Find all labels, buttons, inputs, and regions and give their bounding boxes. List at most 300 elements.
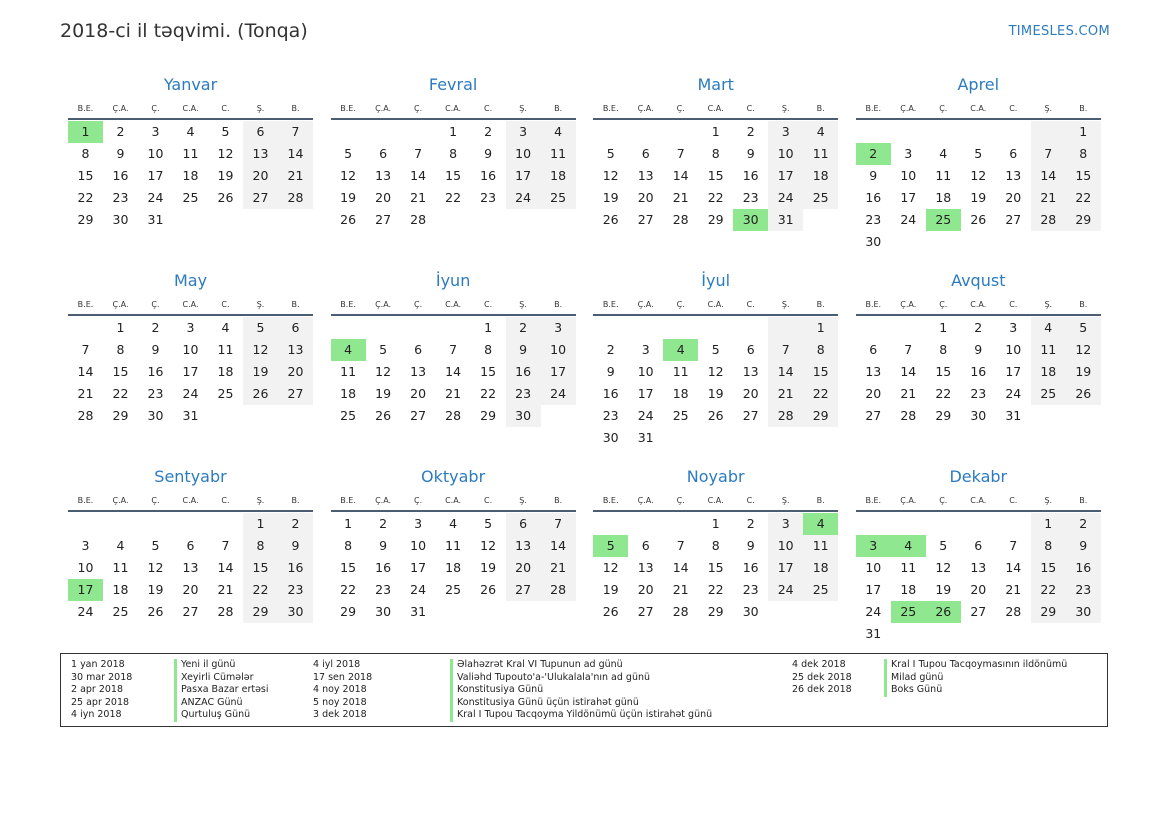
- day-cell: 8: [939, 342, 948, 357]
- day-cell: 3: [414, 516, 423, 531]
- day-cell: 31: [147, 212, 164, 227]
- day-cell: 11: [803, 535, 838, 557]
- day-grid: [68, 316, 313, 427]
- page-title: 2018-ci il təqvimi. (Tonqa): [60, 20, 308, 42]
- day-cell: 20: [243, 165, 278, 187]
- day-cell: 27: [182, 604, 199, 619]
- day-cell: 18: [340, 386, 357, 401]
- day-cell: 2: [746, 124, 755, 139]
- day-cell: 27: [742, 408, 759, 423]
- month-calendar: [856, 268, 1101, 464]
- empty-cell: [331, 317, 366, 339]
- day-cell: 12: [602, 168, 619, 183]
- day-cell: 13: [742, 364, 759, 379]
- day-cell: 16: [480, 168, 497, 183]
- empty-cell: [173, 513, 208, 535]
- day-cell: 31: [182, 408, 199, 423]
- day-cell: 16: [865, 190, 882, 205]
- day-cell: 14: [77, 364, 94, 379]
- day-cell: 12: [707, 364, 724, 379]
- day-cell: 22: [77, 190, 94, 205]
- day-cell: 26: [147, 604, 164, 619]
- day-cell: 21: [1031, 187, 1066, 209]
- day-cell: 28: [1005, 604, 1022, 619]
- weekday-label: Ç.A.: [375, 103, 392, 113]
- day-cell: 14: [672, 168, 689, 183]
- day-cell: 19: [602, 190, 619, 205]
- legend-date: 5 noy 2018: [313, 696, 367, 708]
- month-name: Avqust: [951, 271, 1006, 290]
- day-cell: 19: [1066, 361, 1101, 383]
- day-cell: 19: [970, 190, 987, 205]
- day-cell: 21: [541, 557, 576, 579]
- day-grid: [331, 120, 576, 231]
- weekday-label: C.: [221, 495, 230, 505]
- day-cell: 6: [974, 538, 983, 553]
- weekday-header: [593, 490, 838, 512]
- weekday-header: [856, 98, 1101, 120]
- empty-cell: [436, 317, 471, 339]
- month-calendar: [68, 464, 313, 660]
- day-cell: 11: [541, 143, 576, 165]
- day-cell: 9: [379, 538, 388, 553]
- holiday-day-cell: 4: [331, 339, 366, 361]
- empty-cell: [996, 513, 1031, 535]
- weekday-label: C.A.: [445, 299, 462, 309]
- weekday-header: [331, 98, 576, 120]
- day-cell: 28: [410, 212, 427, 227]
- month-calendar: [331, 464, 576, 660]
- day-cell: 29: [340, 604, 357, 619]
- day-cell: 14: [410, 168, 427, 183]
- day-cell: 3: [768, 513, 803, 535]
- weekday-label: Ç.: [939, 299, 948, 309]
- day-cell: 23: [970, 386, 987, 401]
- day-cell: 7: [1031, 143, 1066, 165]
- day-cell: 22: [707, 582, 724, 597]
- day-cell: 13: [278, 339, 313, 361]
- day-cell: 18: [935, 190, 952, 205]
- day-cell: 11: [217, 342, 234, 357]
- holiday-day-cell: 30: [733, 209, 768, 231]
- day-cell: 14: [1005, 560, 1022, 575]
- holiday-day-cell: 25: [926, 209, 961, 231]
- day-cell: 27: [375, 212, 392, 227]
- day-cell: 28: [77, 408, 94, 423]
- day-cell: 24: [637, 408, 654, 423]
- empty-cell: [366, 121, 401, 143]
- legend-date: 2 apr 2018: [71, 684, 124, 695]
- day-cell: 5: [939, 538, 948, 553]
- day-cell: 14: [445, 364, 462, 379]
- legend-dates-col-3: [792, 659, 852, 697]
- day-cell: 6: [506, 513, 541, 535]
- weekday-label: B.E.: [77, 103, 94, 113]
- empty-cell: [1031, 121, 1066, 143]
- day-cell: 3: [1009, 320, 1018, 335]
- day-cell: 29: [803, 405, 838, 427]
- day-cell: 30: [1066, 601, 1101, 623]
- day-cell: 22: [1031, 579, 1066, 601]
- legend-holiday-name: Pasxa Bazar ertəsi: [174, 684, 269, 697]
- day-cell: 6: [869, 342, 878, 357]
- weekday-label: Ç.: [414, 495, 423, 505]
- day-cell: 30: [506, 405, 541, 427]
- month-name: Mart: [697, 75, 734, 94]
- weekday-header: [331, 294, 576, 316]
- day-cell: 3: [768, 121, 803, 143]
- weekday-label: B.E.: [340, 103, 356, 113]
- day-cell: 1: [449, 124, 458, 139]
- day-cell: 9: [746, 538, 755, 553]
- day-cell: 10: [768, 535, 803, 557]
- day-cell: 28: [768, 405, 803, 427]
- day-cell: 31: [865, 626, 882, 641]
- day-cell: 1: [484, 320, 493, 335]
- day-cell: 29: [935, 408, 952, 423]
- day-cell: 21: [445, 386, 462, 401]
- weekday-label: B.: [1079, 299, 1088, 309]
- day-cell: 26: [375, 408, 392, 423]
- legend-holiday-name: Yeni il günü: [174, 659, 269, 672]
- day-cell: 1: [243, 513, 278, 535]
- months-grid: [68, 72, 1101, 660]
- day-cell: 12: [1066, 339, 1101, 361]
- holiday-legend: [60, 653, 1108, 727]
- day-cell: 5: [711, 342, 720, 357]
- day-cell: 17: [410, 560, 427, 575]
- day-cell: 28: [217, 604, 234, 619]
- day-cell: 11: [803, 143, 838, 165]
- day-cell: 23: [375, 582, 392, 597]
- day-cell: 1: [711, 124, 720, 139]
- day-cell: 4: [541, 121, 576, 143]
- legend-holiday-name: Qurtuluş Günü: [174, 709, 269, 722]
- empty-cell: [68, 513, 103, 535]
- legend-date: 4 iyn 2018: [71, 709, 122, 720]
- day-cell: 21: [900, 386, 917, 401]
- day-cell: 4: [221, 320, 230, 335]
- day-cell: 30: [970, 408, 987, 423]
- weekday-label: C.A.: [707, 103, 724, 113]
- day-cell: 23: [112, 190, 129, 205]
- legend-date: 4 noy 2018: [313, 684, 367, 695]
- day-cell: 11: [445, 538, 462, 553]
- day-cell: 2: [278, 513, 313, 535]
- day-cell: 17: [768, 165, 803, 187]
- day-cell: 18: [1031, 361, 1066, 383]
- day-cell: 23: [742, 190, 759, 205]
- weekday-label: C.A.: [970, 495, 987, 505]
- day-cell: 22: [243, 579, 278, 601]
- weekday-label: Ç.A.: [637, 299, 654, 309]
- day-cell: 27: [865, 408, 882, 423]
- day-cell: 24: [410, 582, 427, 597]
- weekday-label: Ç.A.: [375, 299, 392, 309]
- day-cell: 2: [379, 516, 388, 531]
- day-cell: 16: [970, 364, 987, 379]
- empty-cell: [331, 121, 366, 143]
- day-cell: 8: [243, 535, 278, 557]
- holiday-day-cell: 25: [891, 601, 926, 623]
- empty-cell: [961, 513, 996, 535]
- empty-cell: [663, 121, 698, 143]
- legend-date: 4 dek 2018: [792, 659, 846, 670]
- day-cell: 2: [1066, 513, 1101, 535]
- day-cell: 5: [606, 146, 615, 161]
- month-calendar: [331, 72, 576, 268]
- day-cell: 9: [484, 146, 493, 161]
- day-cell: 18: [803, 165, 838, 187]
- day-cell: 18: [445, 560, 462, 575]
- empty-cell: [593, 121, 628, 143]
- weekday-label: C.: [221, 103, 230, 113]
- day-cell: 30: [602, 430, 619, 445]
- day-cell: 16: [278, 557, 313, 579]
- month-calendar: [593, 268, 838, 464]
- day-cell: 21: [77, 386, 94, 401]
- weekday-label: B.: [291, 299, 300, 309]
- day-cell: 23: [480, 190, 497, 205]
- day-cell: 26: [243, 383, 278, 405]
- day-cell: 21: [768, 383, 803, 405]
- weekday-label: Ş.: [781, 103, 790, 113]
- weekday-label: C.A.: [707, 299, 724, 309]
- day-cell: 1: [116, 320, 125, 335]
- day-cell: 1: [344, 516, 353, 531]
- day-cell: 7: [768, 339, 803, 361]
- day-cell: 21: [672, 582, 689, 597]
- day-cell: 20: [742, 386, 759, 401]
- month-name: Dekabr: [949, 467, 1008, 486]
- weekday-label: C.A.: [182, 299, 199, 309]
- weekday-label: Ç.A.: [375, 495, 392, 505]
- day-cell: 17: [865, 582, 882, 597]
- day-cell: 19: [480, 560, 497, 575]
- empty-cell: [698, 317, 733, 339]
- empty-cell: [926, 121, 961, 143]
- day-cell: 21: [278, 165, 313, 187]
- weekday-label: Ç.: [414, 103, 423, 113]
- day-cell: 23: [602, 408, 619, 423]
- day-cell: 25: [541, 187, 576, 209]
- day-cell: 8: [1031, 535, 1066, 557]
- day-cell: 9: [278, 535, 313, 557]
- day-cell: 10: [182, 342, 199, 357]
- day-cell: 13: [243, 143, 278, 165]
- day-cell: 18: [541, 165, 576, 187]
- empty-cell: [663, 513, 698, 535]
- empty-cell: [891, 121, 926, 143]
- weekday-label: B.: [291, 103, 300, 113]
- empty-cell: [593, 317, 628, 339]
- day-cell: 21: [410, 190, 427, 205]
- day-cell: 29: [112, 408, 129, 423]
- weekday-label: Ç.: [676, 103, 685, 113]
- weekday-label: B.E.: [77, 299, 94, 309]
- weekday-label: Ç.: [676, 299, 685, 309]
- day-cell: 9: [606, 364, 615, 379]
- legend-date: 25 apr 2018: [71, 696, 130, 708]
- weekday-label: Ç.: [939, 495, 948, 505]
- day-cell: 3: [81, 538, 90, 553]
- day-cell: 1: [803, 317, 838, 339]
- day-cell: 14: [217, 560, 234, 575]
- weekday-label: B.E.: [865, 299, 882, 309]
- empty-cell: [856, 121, 891, 143]
- month-calendar: [331, 268, 576, 464]
- day-cell: 9: [869, 168, 878, 183]
- holiday-day-cell: 3: [856, 535, 891, 557]
- day-cell: 22: [803, 383, 838, 405]
- day-cell: 17: [182, 364, 199, 379]
- month-calendar: [856, 72, 1101, 268]
- holiday-day-cell: 1: [68, 121, 103, 143]
- day-cell: 4: [803, 121, 838, 143]
- day-cell: 25: [112, 604, 129, 619]
- weekday-label: Ç.: [151, 103, 160, 113]
- weekday-label: Ç.A.: [900, 103, 917, 113]
- holiday-day-cell: 5: [593, 535, 628, 557]
- day-cell: 5: [151, 538, 160, 553]
- legend-holiday-name: Kral I Tupou Tacqoyma Yildönümü üçün istirahət günü: [450, 709, 712, 722]
- day-cell: 22: [935, 386, 952, 401]
- day-cell: 15: [112, 364, 129, 379]
- weekday-label: Ş.: [519, 495, 527, 505]
- day-cell: 20: [506, 557, 541, 579]
- day-cell: 31: [768, 209, 803, 231]
- weekday-label: Ş.: [781, 495, 790, 505]
- day-cell: 25: [672, 408, 689, 423]
- day-cell: 24: [768, 187, 803, 209]
- holiday-day-cell: 2: [856, 143, 891, 165]
- day-cell: 18: [217, 364, 234, 379]
- day-cell: 5: [344, 146, 353, 161]
- legend-date: 17 sen 2018: [313, 671, 373, 683]
- legend-date: 30 mar 2018: [71, 671, 133, 683]
- empty-cell: [593, 513, 628, 535]
- legend-date: 25 dek 2018: [792, 671, 852, 683]
- month-calendar: [856, 464, 1101, 660]
- weekday-label: B.: [816, 103, 825, 113]
- weekday-header: [593, 98, 838, 120]
- empty-cell: [961, 121, 996, 143]
- weekday-label: C.: [1009, 299, 1018, 309]
- weekday-label: B.E.: [602, 495, 619, 505]
- day-cell: 22: [480, 386, 497, 401]
- day-cell: 10: [77, 560, 94, 575]
- weekday-header: [68, 490, 313, 512]
- empty-cell: [628, 121, 663, 143]
- day-cell: 25: [803, 579, 838, 601]
- day-cell: 26: [480, 582, 497, 597]
- day-cell: 23: [865, 212, 882, 227]
- day-cell: 16: [506, 361, 541, 383]
- day-cell: 21: [1005, 582, 1022, 597]
- day-cell: 3: [186, 320, 195, 335]
- month-name: Fevral: [428, 75, 478, 94]
- weekday-label: B.E.: [340, 495, 356, 505]
- holiday-day-cell: 26: [926, 601, 961, 623]
- day-cell: 16: [742, 560, 759, 575]
- month-calendar: [68, 268, 313, 464]
- weekday-label: Ç.: [414, 299, 423, 309]
- month-name: İyun: [435, 271, 471, 290]
- day-cell: 11: [182, 146, 199, 161]
- day-grid: [68, 120, 313, 231]
- day-cell: 21: [672, 190, 689, 205]
- empty-cell: [733, 317, 768, 339]
- day-cell: 8: [116, 342, 125, 357]
- legend-holiday-name: Konstitusiya Günü üçün istirahət günü: [450, 697, 712, 710]
- day-cell: 23: [1066, 579, 1101, 601]
- weekday-label: B.E.: [602, 103, 619, 113]
- month-name: Sentyabr: [154, 467, 227, 486]
- day-cell: 10: [1005, 342, 1022, 357]
- empty-cell: [891, 317, 926, 339]
- day-cell: 20: [865, 386, 882, 401]
- weekday-label: Ç.: [151, 299, 160, 309]
- day-cell: 27: [506, 579, 541, 601]
- weekday-label: B.: [1079, 103, 1088, 113]
- day-cell: 12: [602, 560, 619, 575]
- day-cell: 22: [1066, 187, 1101, 209]
- weekday-label: Ç.A.: [112, 495, 129, 505]
- day-cell: 7: [449, 342, 458, 357]
- legend-holiday-name: Kral I Tupou Tacqoymasının ildönümü: [884, 659, 1067, 672]
- day-cell: 27: [243, 187, 278, 209]
- weekday-label: Ş.: [1044, 103, 1053, 113]
- day-cell: 6: [746, 342, 755, 357]
- day-cell: 17: [541, 361, 576, 383]
- day-cell: 6: [641, 538, 650, 553]
- empty-cell: [628, 513, 663, 535]
- legend-holiday-name: ANZAC Günü: [174, 697, 269, 710]
- day-cell: 24: [1005, 386, 1022, 401]
- day-cell: 20: [410, 386, 427, 401]
- day-cell: 23: [278, 579, 313, 601]
- day-cell: 17: [637, 386, 654, 401]
- weekday-label: C.: [1009, 495, 1018, 505]
- empty-cell: [768, 317, 803, 339]
- brand-link[interactable]: TIMESLES.COM: [1008, 24, 1110, 39]
- day-cell: 15: [935, 364, 952, 379]
- holiday-day-cell: 4: [803, 513, 838, 535]
- day-cell: 24: [865, 604, 882, 619]
- weekday-label: B.: [554, 299, 563, 309]
- month-name: May: [173, 271, 208, 290]
- day-cell: 10: [900, 168, 917, 183]
- month-name: İyul: [701, 271, 731, 290]
- day-cell: 12: [375, 364, 392, 379]
- day-cell: 23: [506, 383, 541, 405]
- day-cell: 19: [243, 361, 278, 383]
- day-cell: 6: [243, 121, 278, 143]
- day-cell: 12: [217, 146, 234, 161]
- day-cell: 9: [974, 342, 983, 357]
- weekday-label: B.: [1079, 495, 1088, 505]
- day-cell: 27: [637, 212, 654, 227]
- weekday-label: C.: [746, 495, 755, 505]
- day-cell: 30: [278, 601, 313, 623]
- day-cell: 18: [900, 582, 917, 597]
- day-grid: [68, 512, 313, 623]
- day-cell: 16: [602, 386, 619, 401]
- day-cell: 8: [711, 146, 720, 161]
- day-cell: 15: [1031, 557, 1066, 579]
- day-cell: 25: [803, 187, 838, 209]
- day-cell: 27: [410, 408, 427, 423]
